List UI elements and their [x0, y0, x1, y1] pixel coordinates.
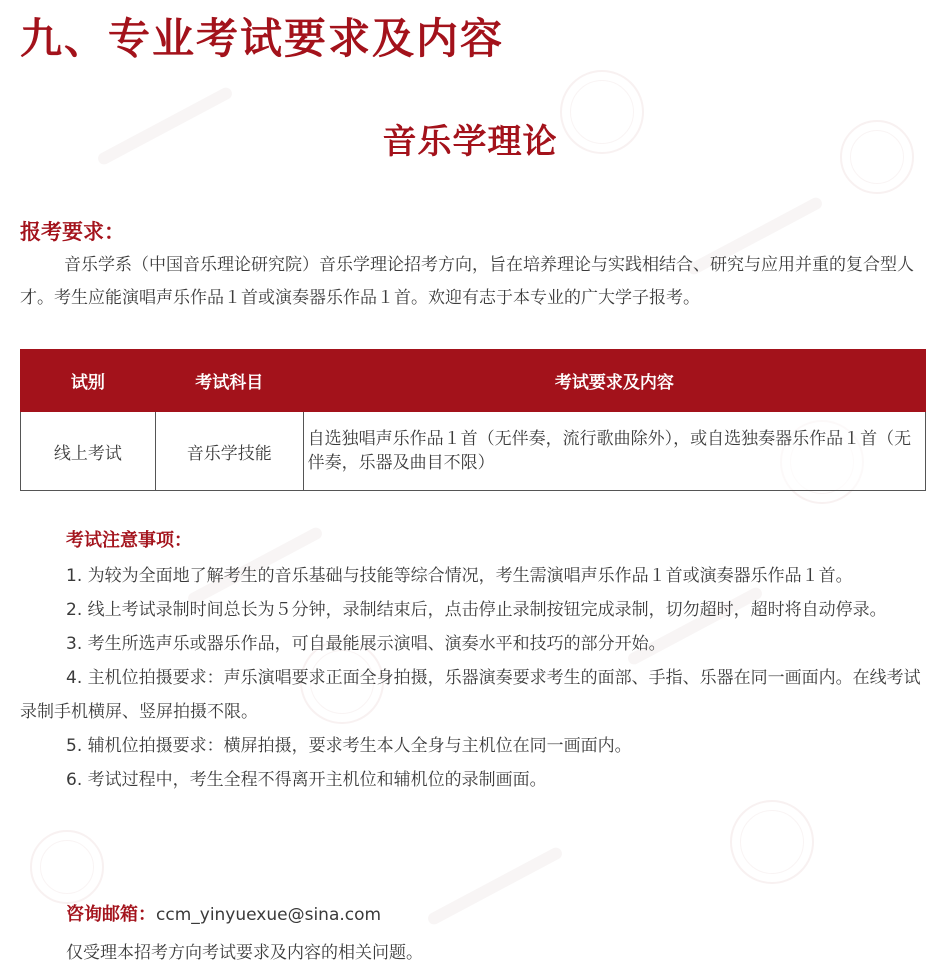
exam-subject-cell: 音乐学技能 — [155, 412, 303, 491]
note-item: 1. 为较为全面地了解考生的音乐基础与技能等综合情况，考生需演唱声乐作品１首或演奏器乐作品１首。 — [66, 566, 853, 586]
watermark-brush — [426, 845, 564, 926]
notes-list — [20, 559, 926, 797]
table-header-type: 试别 — [21, 350, 156, 412]
contact-email[interactable]: ccm_yinyuexue@sina.com — [156, 905, 382, 925]
notes-label: 考试注意事项： — [66, 530, 192, 551]
section-heading: 九、专业考试要求及内容 — [20, 14, 505, 63]
requirements-text: 音乐学系（中国音乐理论研究院）音乐学理论招考方向，旨在培养理论与实践相结合、研究与应用并重的复合型人才。考生应能演唱声乐作品１首或演奏器乐作品１首。欢迎有志于本专业的广大学子报考。 — [20, 255, 914, 308]
requirements-label: 报考要求： — [20, 220, 125, 244]
contact-note: 仅受理本招考方向考试要求及内容的相关问题。 — [66, 943, 423, 963]
watermark-seal — [30, 830, 104, 904]
subject-title: 音乐学理论 — [382, 122, 558, 162]
exam-type-cell: 线上考试 — [21, 412, 156, 491]
exam-table — [20, 349, 926, 491]
exam-content-cell: 自选独唱声乐作品１首（无伴奏，流行歌曲除外），或自选独奏器乐作品１首（无伴奏，乐器及曲目不限） — [303, 412, 925, 491]
table-header-row — [21, 350, 926, 412]
note-item: 2. 线上考试录制时间总长为５分钟，录制结束后，点击停止录制按钮完成录制，切勿超时，超时将自动停录。 — [66, 600, 887, 620]
table-header-subject: 考试科目 — [155, 350, 303, 412]
contact-line — [66, 898, 381, 932]
note-item: 5. 辅机位拍摄要求：横屏拍摄，要求考生本人全身与主机位在同一画面内。 — [66, 736, 632, 756]
note-item: 3. 考生所选声乐或器乐作品，可自最能展示演唱、演奏水平和技巧的部分开始。 — [66, 634, 666, 654]
note-item: 6. 考试过程中，考生全程不得离开主机位和辅机位的录制画面。 — [66, 770, 547, 790]
watermark-seal — [730, 800, 814, 884]
table-row — [21, 412, 926, 491]
table-header-content: 考试要求及内容 — [303, 350, 925, 412]
note-item: 4. 主机位拍摄要求：声乐演唱要求正面全身拍摄，乐器演奏要求考生的面部、手指、乐器在同一画面内。在线考试录制手机横屏、竖屏拍摄不限。 — [20, 668, 921, 722]
contact-label: 咨询邮箱： — [66, 904, 156, 925]
